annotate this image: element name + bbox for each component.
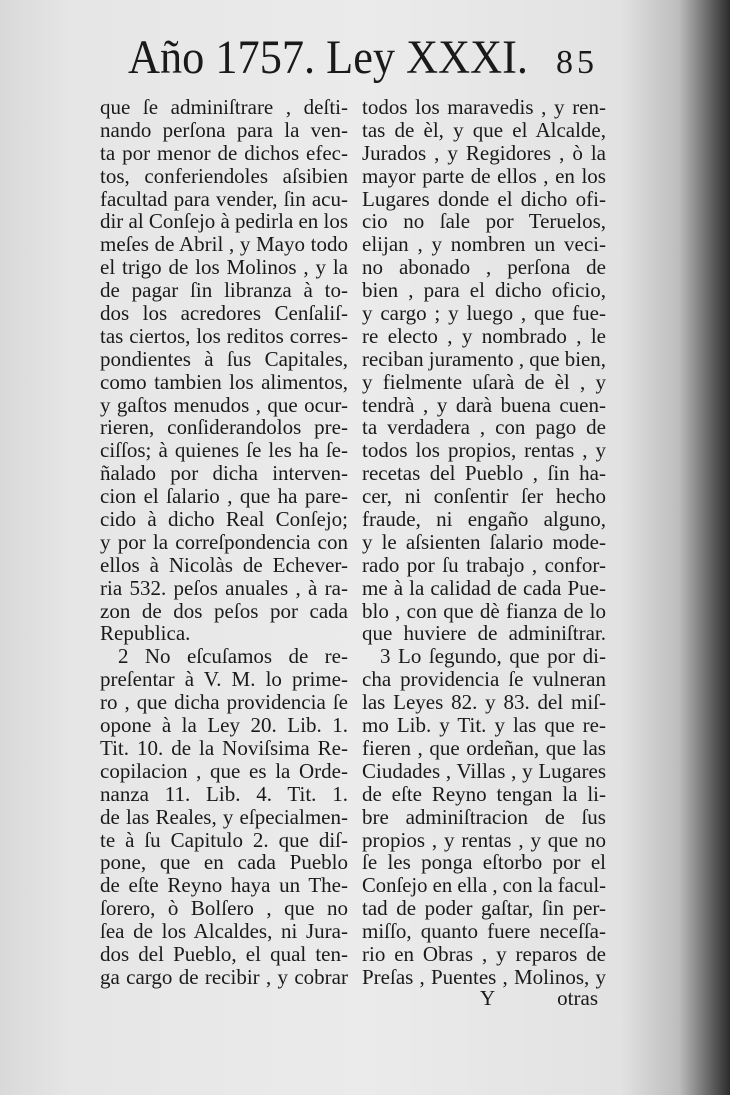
- text-line-content: Ciudades , Villas , y Lugares: [362, 758, 606, 783]
- text-line-content: ria 532. peſos anuales , à ra-: [100, 575, 348, 600]
- text-line: [362, 874, 606, 897]
- text-line-content: que huviere de adminiſtrar.: [362, 621, 606, 646]
- text-line-content: recetas del Pueblo , ſin ha-: [362, 461, 606, 486]
- text-line: [100, 119, 348, 142]
- text-line-content: ro , que dicha providencia ſe: [100, 690, 348, 715]
- text-line: [100, 531, 348, 554]
- text-line: [100, 233, 348, 256]
- text-line-content: y por la correſpondencia con: [100, 529, 348, 554]
- text-line-content: de las Reales, y eſpecialmen-: [100, 804, 348, 829]
- text-line-content: reciban juramento , que bien,: [362, 346, 607, 371]
- text-line: [362, 622, 606, 645]
- text-line: [362, 416, 606, 439]
- text-line: [362, 943, 606, 966]
- text-line-content: ñalado por dicha interven-: [100, 461, 348, 486]
- text-line: [362, 279, 606, 302]
- text-line: [100, 508, 348, 531]
- text-line-content: tendrà , y darà buena cuen-: [362, 392, 606, 417]
- text-line-content: de pagar ſin libranza à to-: [100, 278, 348, 303]
- text-line: [100, 691, 348, 714]
- text-line: [100, 966, 348, 989]
- text-line-content: fieren , que ordeñan, que las: [362, 735, 606, 760]
- text-line: [100, 577, 348, 600]
- text-line-content: ta por menor de dichos efec-: [100, 140, 348, 165]
- text-line-content: cido à dicho Real Conſejo;: [100, 507, 348, 532]
- text-line-content: Republica.: [100, 621, 191, 646]
- text-line-content: ta verdadera , con pago de: [362, 415, 606, 440]
- text-line: [362, 691, 606, 714]
- text-line: [362, 210, 606, 233]
- text-line-content: que ſe adminiſtrare , deſti-: [100, 95, 348, 119]
- text-line-content: Tit. 10. de la Noviſsima Re-: [100, 735, 348, 760]
- text-line: [100, 737, 348, 760]
- text-line: [100, 920, 348, 943]
- text-line: [362, 188, 606, 211]
- text-line-content: re electo , y nombrado , le: [362, 323, 607, 348]
- text-line: [100, 142, 348, 165]
- text-line: [362, 737, 606, 760]
- text-line-content: Preſas , Puentes , Molinos, y: [362, 964, 606, 989]
- text-line-content: cion el ſalario , que ha pare-: [100, 484, 348, 509]
- text-line: [362, 531, 606, 554]
- text-line-content: no abonado , perſona de: [362, 255, 606, 280]
- text-line: [100, 760, 348, 783]
- text-line: [100, 96, 348, 119]
- text-line-content: cio no ſale por Teruelos,: [362, 209, 606, 234]
- text-line: [362, 897, 606, 920]
- text-line-content: Jurados , y Regidores , ò la: [362, 140, 607, 165]
- text-line: [100, 165, 348, 188]
- text-line-content: fraude, ni engaño alguno,: [362, 507, 606, 532]
- text-line-content: propios , y rentas , y que no: [362, 827, 606, 852]
- text-line-content: ellos à Nicolàs de Echever-: [100, 552, 348, 577]
- text-line-content: facultad para vender, ſin acu-: [100, 186, 348, 211]
- text-line: [362, 920, 606, 943]
- text-line-content: dir al Conſejo à pedirla en los: [100, 209, 348, 234]
- text-line-content: de eſte Reyno haya un The-: [100, 873, 348, 898]
- text-line: [100, 668, 348, 691]
- text-line: [362, 851, 606, 874]
- text-line-content: Lugares donde el dicho ofi-: [362, 186, 606, 211]
- text-line-content: 2 No eſcuſamos de re-: [118, 644, 348, 669]
- text-line: [362, 119, 606, 142]
- text-line-content: blo , con que dè fianza de lo: [362, 598, 607, 623]
- text-line-content: y gaſtos menudos , que ocur-: [100, 392, 348, 417]
- left-text-column: [100, 96, 348, 989]
- text-line-content: opone à la Ley 20. Lib. 1.: [100, 713, 348, 738]
- text-line: [362, 806, 606, 829]
- text-line: [100, 645, 348, 668]
- text-line: [362, 462, 606, 485]
- text-line-content: miſſo, quanto fuere neceſſa-: [362, 919, 606, 944]
- text-line: [362, 783, 606, 806]
- text-line-content: Conſejo en ella , con la facul-: [362, 873, 607, 898]
- text-line: [100, 394, 348, 417]
- text-line-content: ſorero, ò Bolſero , que no: [100, 896, 348, 921]
- text-line-content: tas ciertos, los reditos corres-: [100, 323, 348, 348]
- text-line: [362, 233, 606, 256]
- text-line: [100, 325, 348, 348]
- text-line-content: como tambien los alimentos,: [100, 369, 348, 394]
- text-line: [362, 165, 606, 188]
- text-line-content: nando perſona para la ven-: [100, 117, 348, 142]
- text-line: [100, 302, 348, 325]
- text-line: [100, 462, 348, 485]
- text-line-content: rio en Obras , y reparos de: [362, 941, 606, 966]
- text-line: [100, 188, 348, 211]
- text-line-content: copilacion , que es la Orde-: [100, 758, 348, 783]
- text-line-content: ciſſos; à quienes ſe les ha ſe-: [100, 438, 348, 463]
- text-line-content: tos, conferiendoles aſsibien: [100, 163, 348, 188]
- text-line: [100, 783, 348, 806]
- text-line-content: meſes de Abril , y Mayo todo: [100, 232, 348, 257]
- text-line-content: y le aſsienten ſalario mode-: [362, 529, 606, 554]
- running-header: [128, 30, 598, 94]
- text-line: [362, 829, 606, 852]
- text-line: [100, 371, 348, 394]
- text-line: [100, 600, 348, 623]
- text-line-content: y fielmente uſarà de èl , y: [362, 369, 606, 394]
- text-line-content: dos del Pueblo, el qual ten-: [100, 941, 349, 966]
- text-line-content: rado por ſu trabajo , confor-: [362, 552, 606, 577]
- text-line: [100, 279, 348, 302]
- text-line: [100, 897, 348, 920]
- text-line: [362, 668, 606, 691]
- text-line-content: zon de dos peſos por cada: [100, 598, 348, 623]
- text-line: [100, 714, 348, 737]
- running-title: Año 1757. Ley XXXI.: [128, 31, 528, 84]
- text-line: [100, 622, 348, 645]
- text-line-content: pone, que en cada Pueblo: [100, 850, 348, 875]
- text-line: [362, 371, 606, 394]
- text-line: [100, 851, 348, 874]
- text-line: [100, 829, 348, 852]
- text-line-content: y cargo ; y luego , que fue-: [362, 301, 606, 326]
- text-line: [362, 485, 606, 508]
- text-line: [100, 416, 348, 439]
- text-line: [100, 210, 348, 233]
- text-line-content: mayor parte de ellos , en los: [362, 163, 606, 188]
- text-line: [100, 874, 348, 897]
- text-line-content: todos los propios, rentas , y: [362, 438, 606, 463]
- text-line: [362, 554, 606, 577]
- text-line: [100, 485, 348, 508]
- text-line: [100, 943, 348, 966]
- text-line-content: bre adminiſtracion de ſus: [362, 804, 606, 829]
- text-line-content: pondientes à ſus Capitales,: [100, 346, 348, 371]
- text-line: [362, 256, 606, 279]
- text-line: [100, 348, 348, 371]
- text-line-content: rieren, conſiderandolos pre-: [100, 415, 348, 440]
- right-text-column: [362, 96, 606, 989]
- page-number: 85: [556, 44, 598, 81]
- text-line-content: las Leyes 82. y 83. del miſ-: [362, 690, 606, 715]
- text-line-content: dos los acredores Cenſaliſ-: [100, 301, 348, 326]
- text-line-content: ſe les ponga eſtorbo por el: [362, 850, 606, 875]
- text-line-content: de eſte Reyno tengan la li-: [362, 781, 606, 806]
- text-line-content: te à ſu Capitulo 2. que diſ-: [100, 827, 348, 852]
- text-line-content: nanza 11. Lib. 4. Tit. 1.: [100, 781, 348, 806]
- text-line-content: cer, ni conſentir ſer hecho: [362, 484, 606, 509]
- catchword-line: [480, 986, 598, 1011]
- text-line: [362, 394, 606, 417]
- catchword: otras: [557, 986, 598, 1010]
- signature-mark: Y: [480, 986, 496, 1010]
- text-line-content: elijan , y nombren un veci-: [362, 232, 606, 257]
- text-line-content: cha providencia ſe vulneran: [362, 667, 606, 692]
- text-line: [362, 508, 606, 531]
- text-line-content: ga cargo de recibir , y cobrar: [100, 964, 348, 989]
- text-line: [362, 96, 606, 119]
- text-line: [362, 577, 606, 600]
- text-line-content: mo Lib. y Tit. y las que re-: [362, 713, 606, 738]
- text-line-content: ſea de los Alcaldes, ni Jura-: [100, 919, 348, 944]
- text-line-content: 3 Lo ſegundo, que por di-: [380, 644, 606, 669]
- text-line: [100, 554, 348, 577]
- text-line: [100, 256, 348, 279]
- text-line-content: tas de èl, y que el Alcalde,: [362, 117, 606, 142]
- text-line: [362, 600, 606, 623]
- text-line-content: el trigo de los Molinos , y la: [100, 255, 348, 280]
- text-line: [362, 645, 606, 668]
- text-line-content: todos los maravedis , y ren-: [362, 95, 607, 119]
- text-line-content: tad de poder gaſtar, ſin per-: [362, 896, 606, 921]
- text-line-content: me à la calidad de cada Pue-: [362, 575, 607, 600]
- text-line: [362, 760, 606, 783]
- text-line: [362, 325, 606, 348]
- text-line: [362, 439, 606, 462]
- text-line: [100, 439, 348, 462]
- text-line: [362, 348, 606, 371]
- text-line: [362, 714, 606, 737]
- text-line: [100, 806, 348, 829]
- text-line: [362, 142, 606, 165]
- text-line: [362, 302, 606, 325]
- text-line-content: bien , para el dicho oficio,: [362, 278, 606, 303]
- text-line-content: preſentar à V. M. lo prime-: [100, 667, 348, 692]
